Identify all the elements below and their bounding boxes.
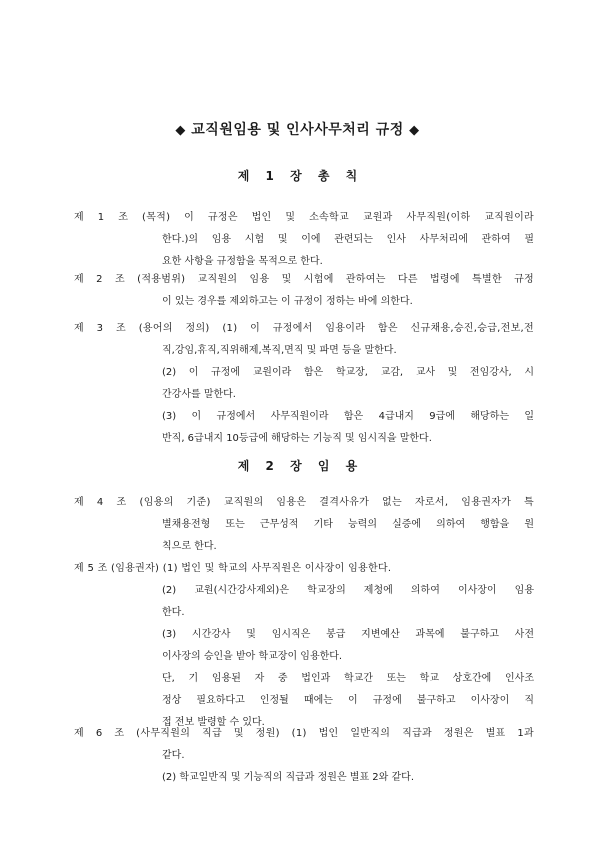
article-line: 제 1 조 (목적) 이 규정은 법인 및 소속학교 교원과 사무직원(이하 교직원이라 bbox=[74, 212, 534, 223]
article-3 bbox=[74, 318, 534, 450]
article-line: 간강사를 말한다. bbox=[162, 389, 236, 400]
article-line: 이 있는 경우를 제외하고는 이 규정이 정하는 바에 의한다. bbox=[162, 296, 413, 307]
article-1 bbox=[74, 207, 534, 273]
chapter-heading-2: 제 2 장 임 용 bbox=[237, 459, 358, 473]
article-line: 이사장의 승인을 받아 학교장이 임용한다. bbox=[162, 651, 343, 662]
article-5 bbox=[74, 558, 534, 734]
document-title-text: 교직원임용 및 인사사무처리 규정 bbox=[191, 122, 404, 138]
article-line: 한다. bbox=[162, 607, 185, 618]
chapter-heading-1: 제 1 장 총 칙 bbox=[237, 169, 358, 183]
article-2 bbox=[74, 269, 534, 313]
article-line: 제 6 조 (사무직원의 직급 및 정원) (1) 법인 일반직의 직급과 정원은 별표 1과 bbox=[74, 728, 534, 739]
article-4 bbox=[74, 492, 534, 558]
article-line: (3) 시간강사 및 임시직은 봉급 지변예산 과목에 불구하고 사전 bbox=[162, 629, 534, 640]
diamond-icon: ◆ bbox=[175, 123, 186, 138]
article-line: 단, 기 임용된 자 중 법인과 학교간 또는 학교 상호간에 인사조 bbox=[162, 673, 534, 684]
article-line: 정상 필요하다고 인정될 때에는 이 규정에 불구하고 이사장이 직 bbox=[162, 695, 534, 706]
article-line: (2) 학교일반직 및 기능직의 직급과 정원은 별표 2와 같다. bbox=[162, 772, 414, 783]
article-line: 제 5 조 (임용권자) (1) 법인 및 학교의 사무직원은 이사장이 임용한다. bbox=[74, 563, 392, 574]
article-line: 제 3 조 (용어의 정의) (1) 이 규정에서 임용이라 함은 신규채용,승진,승급,전보,전 bbox=[74, 323, 534, 334]
diamond-icon: ◆ bbox=[409, 123, 420, 138]
article-line: 별채용전형 또는 근무성적 기타 능력의 실증에 의하여 행함을 원 bbox=[162, 519, 534, 530]
article-line: 반직, 6급내지 10등급에 해당하는 기능직 및 임시직을 말한다. bbox=[162, 433, 432, 444]
article-line: 한다.)의 임용 시험 및 이에 관련되는 인사 사무처리에 관하여 필 bbox=[162, 234, 534, 245]
article-line: 제 2 조 (적용범위) 교직원의 임용 및 시험에 관하여는 다른 법령에 특별한 규정 bbox=[74, 274, 534, 285]
article-line: (2) 교원(시간강사제외)은 학교장의 제청에 의하여 이사장이 임용 bbox=[162, 585, 534, 596]
article-6 bbox=[74, 723, 534, 789]
article-line: 접 전보 발령할 수 있다. bbox=[162, 717, 265, 728]
article-line: (2) 이 규정에 교원이라 함은 학교장, 교감, 교사 및 전임강사, 시 bbox=[162, 367, 534, 378]
article-line: (3) 이 규정에서 사무직원이라 함은 4급내지 9급에 해당하는 일 bbox=[162, 411, 534, 422]
article-line: 요한 사항을 규정함을 목적으로 한다. bbox=[162, 256, 323, 267]
article-line: 칙으로 한다. bbox=[162, 541, 217, 552]
article-line: 제 4 조 (임용의 기준) 교직원의 임용은 결격사유가 없는 자로서, 임용권자가 특 bbox=[74, 497, 534, 508]
article-line: 같다. bbox=[162, 750, 185, 761]
article-line: 직,강임,휴직,직위해제,복직,면직 및 파면 등을 말한다. bbox=[162, 345, 397, 356]
document-title bbox=[0, 119, 595, 139]
